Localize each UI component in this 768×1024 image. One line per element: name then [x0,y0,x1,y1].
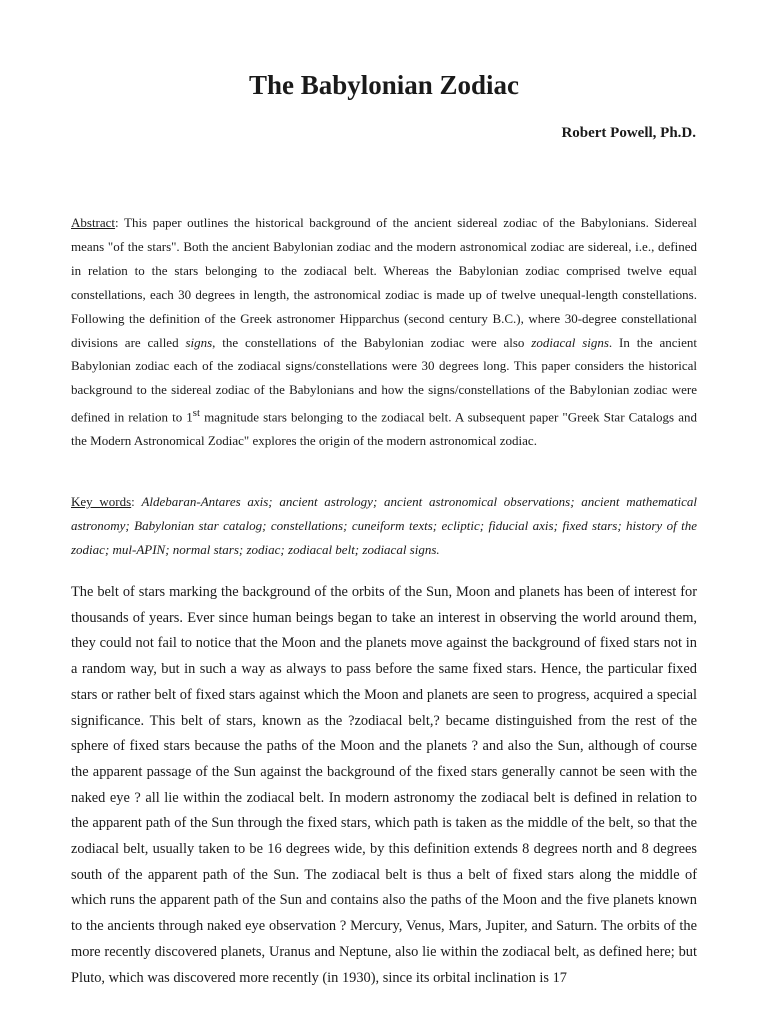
keywords-colon: : [131,494,142,509]
abstract-text-4: magnitude stars belonging to the zodiacal belt. A subsequent paper "Greek Star Catalogs and the Modern Astronomical Zodiac" explores the origin of the modern astronomical zodiac. [71,409,697,449]
abstract-text-3: . In the ancient Babylonian zodiac each of the zodiacal signs/constellations were 30 degrees long. This paper considers the historical background to the sidereal zodiac of the Babylonians and how the signs/constellations of the Babylonian zodiac were defined in relation to 1 [71,334,697,425]
document-title: The Babylonian Zodiac [248,70,520,100]
abstract-signs-term: signs [185,334,213,350]
abstract-superscript: st [192,407,201,420]
keywords-paragraph [71,490,697,562]
author-name: Robert Powell, Ph.D. [561,125,696,141]
keywords-list: Aldebaran-Antares axis; ancient astrology; ancient astronomical observations; ancient mathematical astronomy; Babylonian star catalog; constellations; cuneiform texts; ecliptic; fiducial axis; fixed stars; history of the zodiac; mul-APIN; normal stars; zodiac; zodiacal belt; zodiacal signs. [71,494,697,557]
abstract-zodiacal-signs-term: zodiacal signs [531,334,609,350]
keywords-label: Key words [71,494,132,509]
abstract-paragraph [71,211,697,453]
body-paragraph: The belt of stars marking the background of the orbits of the Sun, Moon and planets has been of interest for thousands of years. Ever since human beings began to take an interest in observing the world around them, they could not fail to notice that the Moon and the planets move against the background of fixed stars not in a random way, but in such a way as always to pass before the same fixed stars. Hence, the particular fixed stars or rather belt of fixed stars against which the Moon and planets are seen to progress, acquired a special significance. This belt of stars, known as the ?zodiacal belt,? became distinguished from the rest of the sphere of fixed stars because the paths of the Moon and the planets ? and also the Sun, although of course the apparent passage of the Sun against the background of the fixed stars generally cannot be seen with the naked eye ? all lie within the zodiacal belt. In modern astronomy the zodiacal belt is defined in relation to the apparent path of the Sun through the fixed stars, which path is taken as the middle of the belt, so that the zodiacal belt, usually taken to be 16 degrees wide, by this definition extends 8 degrees north and 8 degrees south of the apparent path of the Sun. The zodiacal belt is thus a belt of fixed stars along the middle of which runs the apparent path of the Sun and contains also the paths of the Moon and the five planets known to the ancients through naked eye observation ? Mercury, Venus, Mars, Jupiter, and Saturn. The orbits of the more recently discovered planets, Uranus and Neptune, also lie within the zodiacal belt, as defined here; but Pluto, which was discovered more recently (in 1930), since its orbital inclination is 17 [71,584,697,986]
abstract-text-1: : This paper outlines the historical background of the ancient sidereal zodiac of the Babylonians. Sidereal means "of the stars". Both the ancient Babylonian zodiac and the modern astronomical zodiac are sidereal, i.e., defined in relation to the stars belonging to the zodiacal belt. Whereas the Babylonian zodiac comprised twelve equal constellations, each 30 degrees in length, the astronomical zodiac is made up of twelve unequal-length constellations. Following the definition of the Greek astronomer Hipparchus (second century B.C.), where 30-degree constellational divisions are called [71,215,697,350]
abstract-text-2: , the constellations of the Babylonian zodiac were also [212,334,532,350]
abstract-label: Abstract [71,215,116,230]
